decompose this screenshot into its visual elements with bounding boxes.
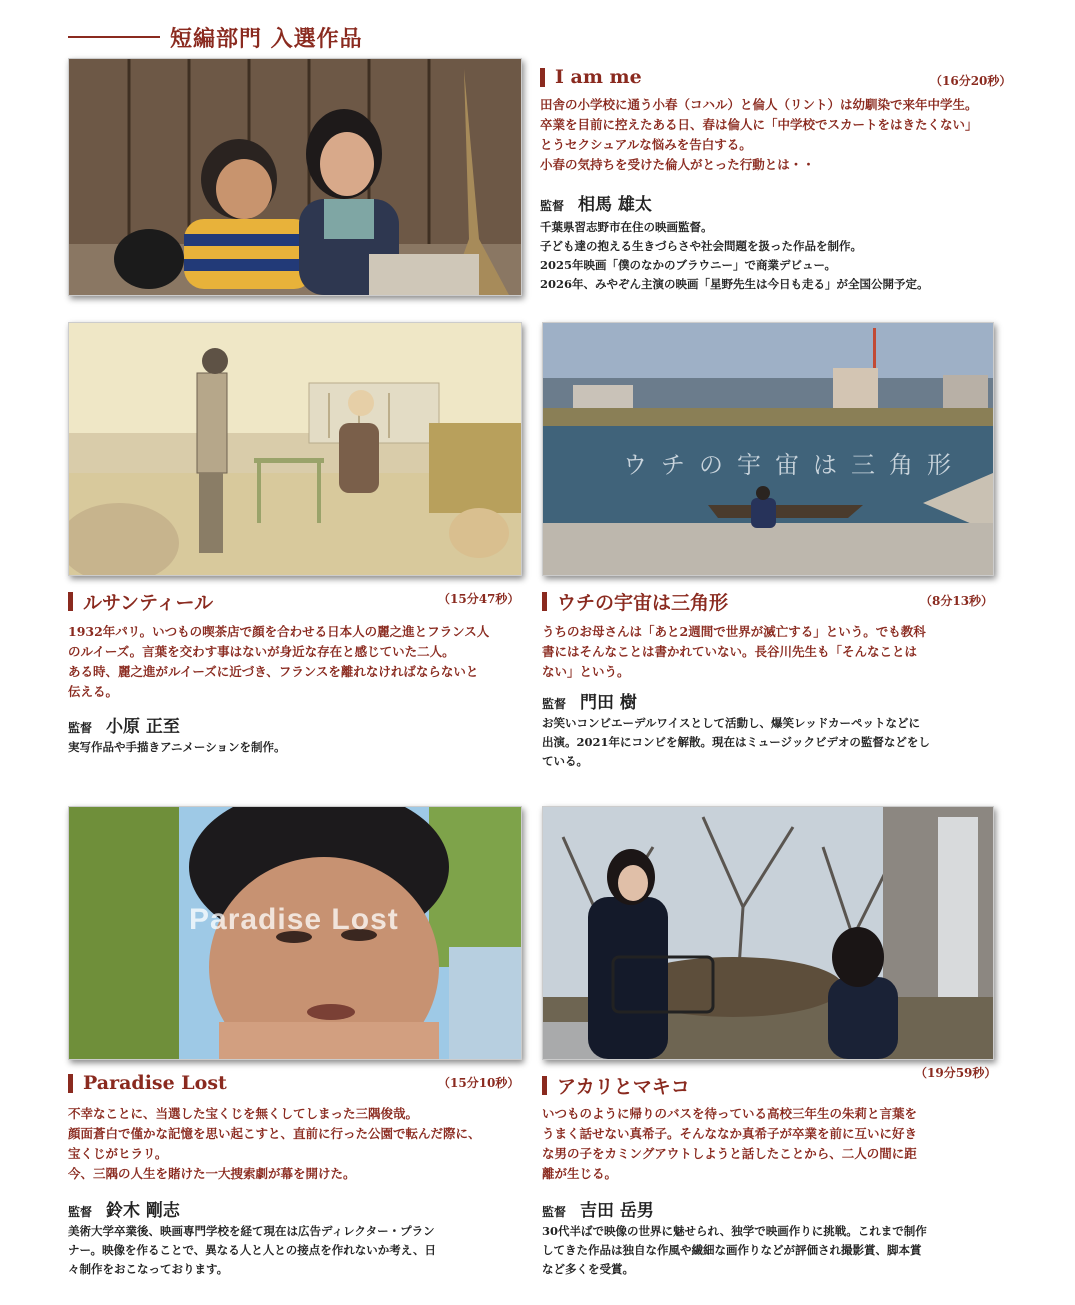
director-name: 吉田 岳男 (580, 1201, 654, 1221)
film-duration: （15分10秒） (438, 1076, 520, 1090)
bio-line: 美術大学卒業後、映画専門学校を経て現在は広告ディレクター・プラン (68, 1224, 435, 1238)
film-synopsis (68, 1104, 481, 1184)
bio-line: 子ども達の抱える生きづらさや社会問題を扱った作品を制作。 (540, 239, 862, 253)
film-still-akari-to-makiko (542, 806, 994, 1060)
film-director (68, 712, 180, 737)
film-synopsis (542, 622, 926, 682)
film-director (542, 688, 637, 713)
page-title: 短編部門 入選作品 (170, 26, 363, 52)
film-title (68, 588, 213, 615)
synopsis-line: 田舎の小学校に通う小春（コハル）と倫人（リント）は幼馴染で来年中学生。 (540, 97, 978, 112)
synopsis-line: とうセクシュアルな悩みを告白する。 (540, 137, 752, 152)
film-title-text: ルサンティール (83, 592, 214, 614)
bio-line: ナー。映像を作ることで、異なる人と人との接点を作れないか考え、日 (68, 1243, 436, 1257)
film-title-text: アカリとマキコ (557, 1076, 690, 1098)
title-bar (542, 592, 547, 611)
title-bar (542, 1076, 547, 1095)
synopsis-line: うまく話せない真希子。そんななか真希子が卒業を前に互いに好き (542, 1126, 918, 1141)
director-label: 監督 (542, 1205, 567, 1219)
bio-line: してきた作品は独自な作風や繊細な画作りなどが評価され撮影賞、脚本賞 (542, 1243, 922, 1257)
synopsis-line: 離が生じる。 (542, 1166, 618, 1181)
director-label: 監督 (542, 697, 567, 711)
film-title (542, 588, 728, 615)
bio-line: 々制作をおこなっております。 (68, 1262, 229, 1276)
director-name: 相馬 雄太 (578, 195, 652, 215)
synopsis-line: いつものように帰りのバスを待っている高校三年生の朱莉と言葉を (542, 1106, 918, 1121)
director-bio (68, 1222, 436, 1279)
film-synopsis (540, 95, 978, 175)
film-duration: （8分13秒） (920, 594, 994, 608)
director-label: 監督 (68, 1205, 93, 1219)
film-director (542, 1196, 654, 1221)
director-label: 監督 (540, 199, 565, 213)
director-name: 小原 正至 (106, 717, 180, 737)
film-synopsis (542, 1104, 917, 1184)
bio-line: 出演。2021年にコンビを解散。現在はミュージックビデオの監督などをし (542, 735, 930, 749)
title-bar (68, 592, 73, 611)
film-title-text: I am me (555, 66, 642, 88)
synopsis-line: 1932年パリ。いつもの喫茶店で顔を合わせる日本人の麗之進とフランス人 (68, 624, 490, 639)
synopsis-line: ある時、麗之進がルイーズに近づき、フランスを離れなければならないと (68, 664, 479, 679)
film-duration: （15分47秒） (438, 592, 520, 606)
synopsis-line: のルイーズ。言葉を交わす事はないが身近な存在と感じていた二人。 (68, 644, 455, 659)
bio-line: 30代半ばで映像の世界に魅せられ、独学で映画作りに挑戦。これまで制作 (542, 1224, 927, 1238)
director-bio (542, 1222, 927, 1279)
bio-line: 千葉県習志野市在住の映画監督。 (540, 220, 713, 234)
synopsis-line: 小春の気持ちを受けた倫人がとった行動とは・・ (540, 157, 815, 172)
film-still-paradise-lost (68, 806, 522, 1060)
director-name: 鈴木 剛志 (106, 1201, 180, 1221)
director-bio (542, 714, 930, 771)
title-bar (68, 1074, 73, 1093)
film-title (68, 1072, 227, 1094)
synopsis-line: うちのお母さんは「あと2週間で世界が滅亡する」という。でも教科 (542, 624, 926, 639)
bio-line: ている。 (542, 754, 588, 768)
film-synopsis (68, 622, 489, 702)
title-bar (540, 68, 545, 87)
director-bio (68, 738, 285, 757)
film-duration: （16分20秒） (930, 74, 1012, 88)
bio-line: 実写作品や手描きアニメーションを制作。 (68, 740, 286, 754)
header-rule (68, 36, 160, 38)
bio-line: 2025年映画「僕のなかのブラウニー」で商業デビュー。 (540, 258, 837, 272)
film-title (540, 66, 642, 88)
synopsis-line: 卒業を目前に控えたある日、春は倫人に「中学校でスカートをはきたくない」 (540, 117, 978, 132)
film-title-text: Paradise Lost (83, 1072, 227, 1094)
film-still-uchi-no-uchu (542, 322, 994, 576)
synopsis-line: 今、三隅の人生を賭けた一大捜索劇が幕を開けた。 (68, 1166, 356, 1181)
film-still-i-am-me (68, 58, 522, 296)
film-duration: （19分59秒） (915, 1066, 997, 1080)
film-title (542, 1072, 690, 1099)
synopsis-line: 不幸なことに、当選した宝くじを無くしてしまった三隅俊哉。 (68, 1106, 419, 1121)
synopsis-line: 宝くじがヒラリ。 (68, 1146, 168, 1161)
director-label: 監督 (68, 721, 93, 735)
bio-line: など多くを受賞。 (542, 1262, 634, 1276)
bio-line: 2026年、みやぞん主演の映画「星野先生は今日も走る」が全国公開予定。 (540, 277, 929, 291)
bio-line: お笑いコンビエーデルワイスとして活動し、爆笑レッドカーペットなどに (542, 716, 921, 730)
film-director (540, 190, 652, 215)
film-title-text: ウチの宇宙は三角形 (557, 592, 729, 614)
director-bio (540, 218, 929, 294)
still-title-overlay: Paradise Lost (189, 903, 399, 936)
film-director (68, 1196, 180, 1221)
synopsis-line: ない」という。 (542, 664, 630, 679)
synopsis-line: な男の子をカミングアウトしようと話したことから、二人の間に距 (542, 1146, 917, 1161)
synopsis-line: 書にはそんなことは書かれていない。長谷川先生も「そんなことは (542, 644, 918, 659)
synopsis-line: 顔面蒼白で僅かな記憶を思い起こすと、直前に行った公園で転んだ際に、 (68, 1126, 481, 1141)
director-name: 門田 樹 (580, 693, 637, 713)
film-still-ressentir (68, 322, 522, 576)
synopsis-line: 伝える。 (68, 684, 119, 699)
still-title-overlay: ウチの宇宙は三角形 (623, 452, 965, 479)
